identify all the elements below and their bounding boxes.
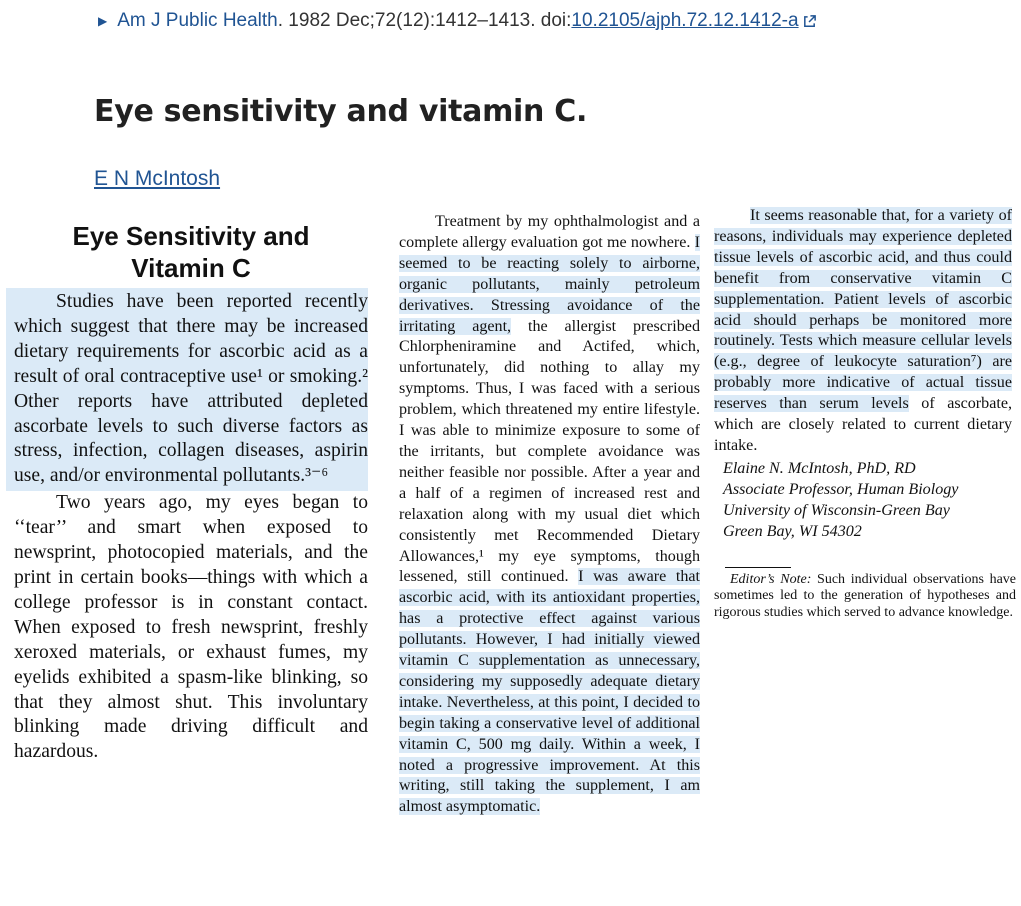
text-run-highlighted: I was aware that ascorbic acid, with its antioxidant properties, has a protective effect against various pollutants. However, I had initially viewed vitamin C supplementation as unnecessary, considering my supposedly adequate dietary intake. Nevertheless, at this point, I decided to begin taking a conservative level of additional vitamin C, 500 mg daily. Within a week, I noted a progressive improvement. At this writing, still taking the supplement, I am almost asymptomatic. (399, 568, 700, 816)
doi-link[interactable]: 10.2105/ajph.72.12.1412-a (571, 10, 799, 31)
article-column-1 (6, 288, 368, 765)
text-run: the allergist prescribed Chlorpheniramine and Actifed, which, unfortunately, did nothing to allay my symptoms. Thus, I was faced with a serious problem, which threatened my entire lifestyle. I was able to minimize exposure to some of the irritants, but complete avoidance was neither feasible nor possible. After a year and a half of a regimen of increased rest and relaxation along with my usual diet which consistently met Recommended Dietary Allowances,¹ my eye symptoms, though lessened, still continued. (399, 317, 700, 586)
text-run-highlighted: It seems reasonable that, for a variety of reasons, individuals may experience depleted tissue levels of ascorbic acid, and thus could benefit from conservative vitamin C supplementation. Patient levels of ascorbic acid should perhaps be monitored more routinely. Tests which measure cellular levels (e.g., degree of leukocyte saturation⁷) are probably more indicative of actual tissue reserves than serum levels (714, 207, 1012, 413)
author-link[interactable]: E N McIntosh (94, 167, 221, 190)
text-run-highlighted: I seemed to be reacting solely to airborne, organic pollutants, mainly petroleum derivatives. Stressing avoidance of the irritating agent, (399, 233, 700, 335)
article-column-3 (709, 204, 1016, 621)
journal-link[interactable]: Am J Public Health (117, 10, 278, 31)
divider (725, 567, 791, 568)
citation-line (98, 8, 817, 34)
paragraph: Two years ago, my eyes began to ‘‘tear’’ and smart when exposed to newsprint, photocopied materials, and the print in certain books—things with which a college professor is in constant contact. When exposed to fresh newsprint, freshly xeroxed materials, or exhaust fumes, my eyelids exhibited a spasm-like blinking, so that they almost shut. This involuntary blinking made driving difficult and hazardous. (14, 492, 368, 763)
external-link-icon[interactable] (802, 14, 817, 29)
paragraph (399, 212, 700, 818)
signature-line: Associate Professor, Human Biology (723, 480, 959, 498)
expand-triangle-icon[interactable]: ▶ (98, 14, 108, 28)
article-column-2 (393, 212, 706, 818)
editors-note-label: Editor’s Note: (730, 571, 812, 587)
citation-details: . 1982 Dec;72(12):1412–1413. doi: (277, 10, 572, 31)
signature-line: Green Bay, WI 54302 (723, 522, 862, 540)
signature-line: Elaine N. McIntosh, PhD, RD (723, 459, 916, 477)
paragraph (709, 204, 1016, 459)
paragraph-highlighted: Studies have been reported recently which suggest that there may be increased dietary requirements for ascorbic acid as a result of oral contraceptive use¹ or smoking.² Other reports have attributed depleted ascorbate levels to such diverse factors as stress, infection, collagen diseases, aspirin use, and/or environmental pollutants.³⁻⁶ (6, 288, 368, 491)
article-heading: Eye Sensitivity and Vitamin C (72, 221, 310, 283)
text-run: of ascorbate, which are closely related to current dietary intake. (714, 395, 1012, 454)
signature-line: University of Wisconsin-Green Bay (723, 501, 950, 519)
page-title: Eye sensitivity and vitamin C. (94, 94, 588, 129)
editors-note (709, 572, 1016, 622)
editors-note-text: Such individual observations have sometimes led to the generation of hypotheses and rigorous studies which served to advance knowledge. (714, 571, 1016, 620)
author-signature (709, 459, 1016, 543)
text-run: Treatment by my ophthalmologist and a complete allergy evaluation got me nowhere. (399, 213, 700, 251)
